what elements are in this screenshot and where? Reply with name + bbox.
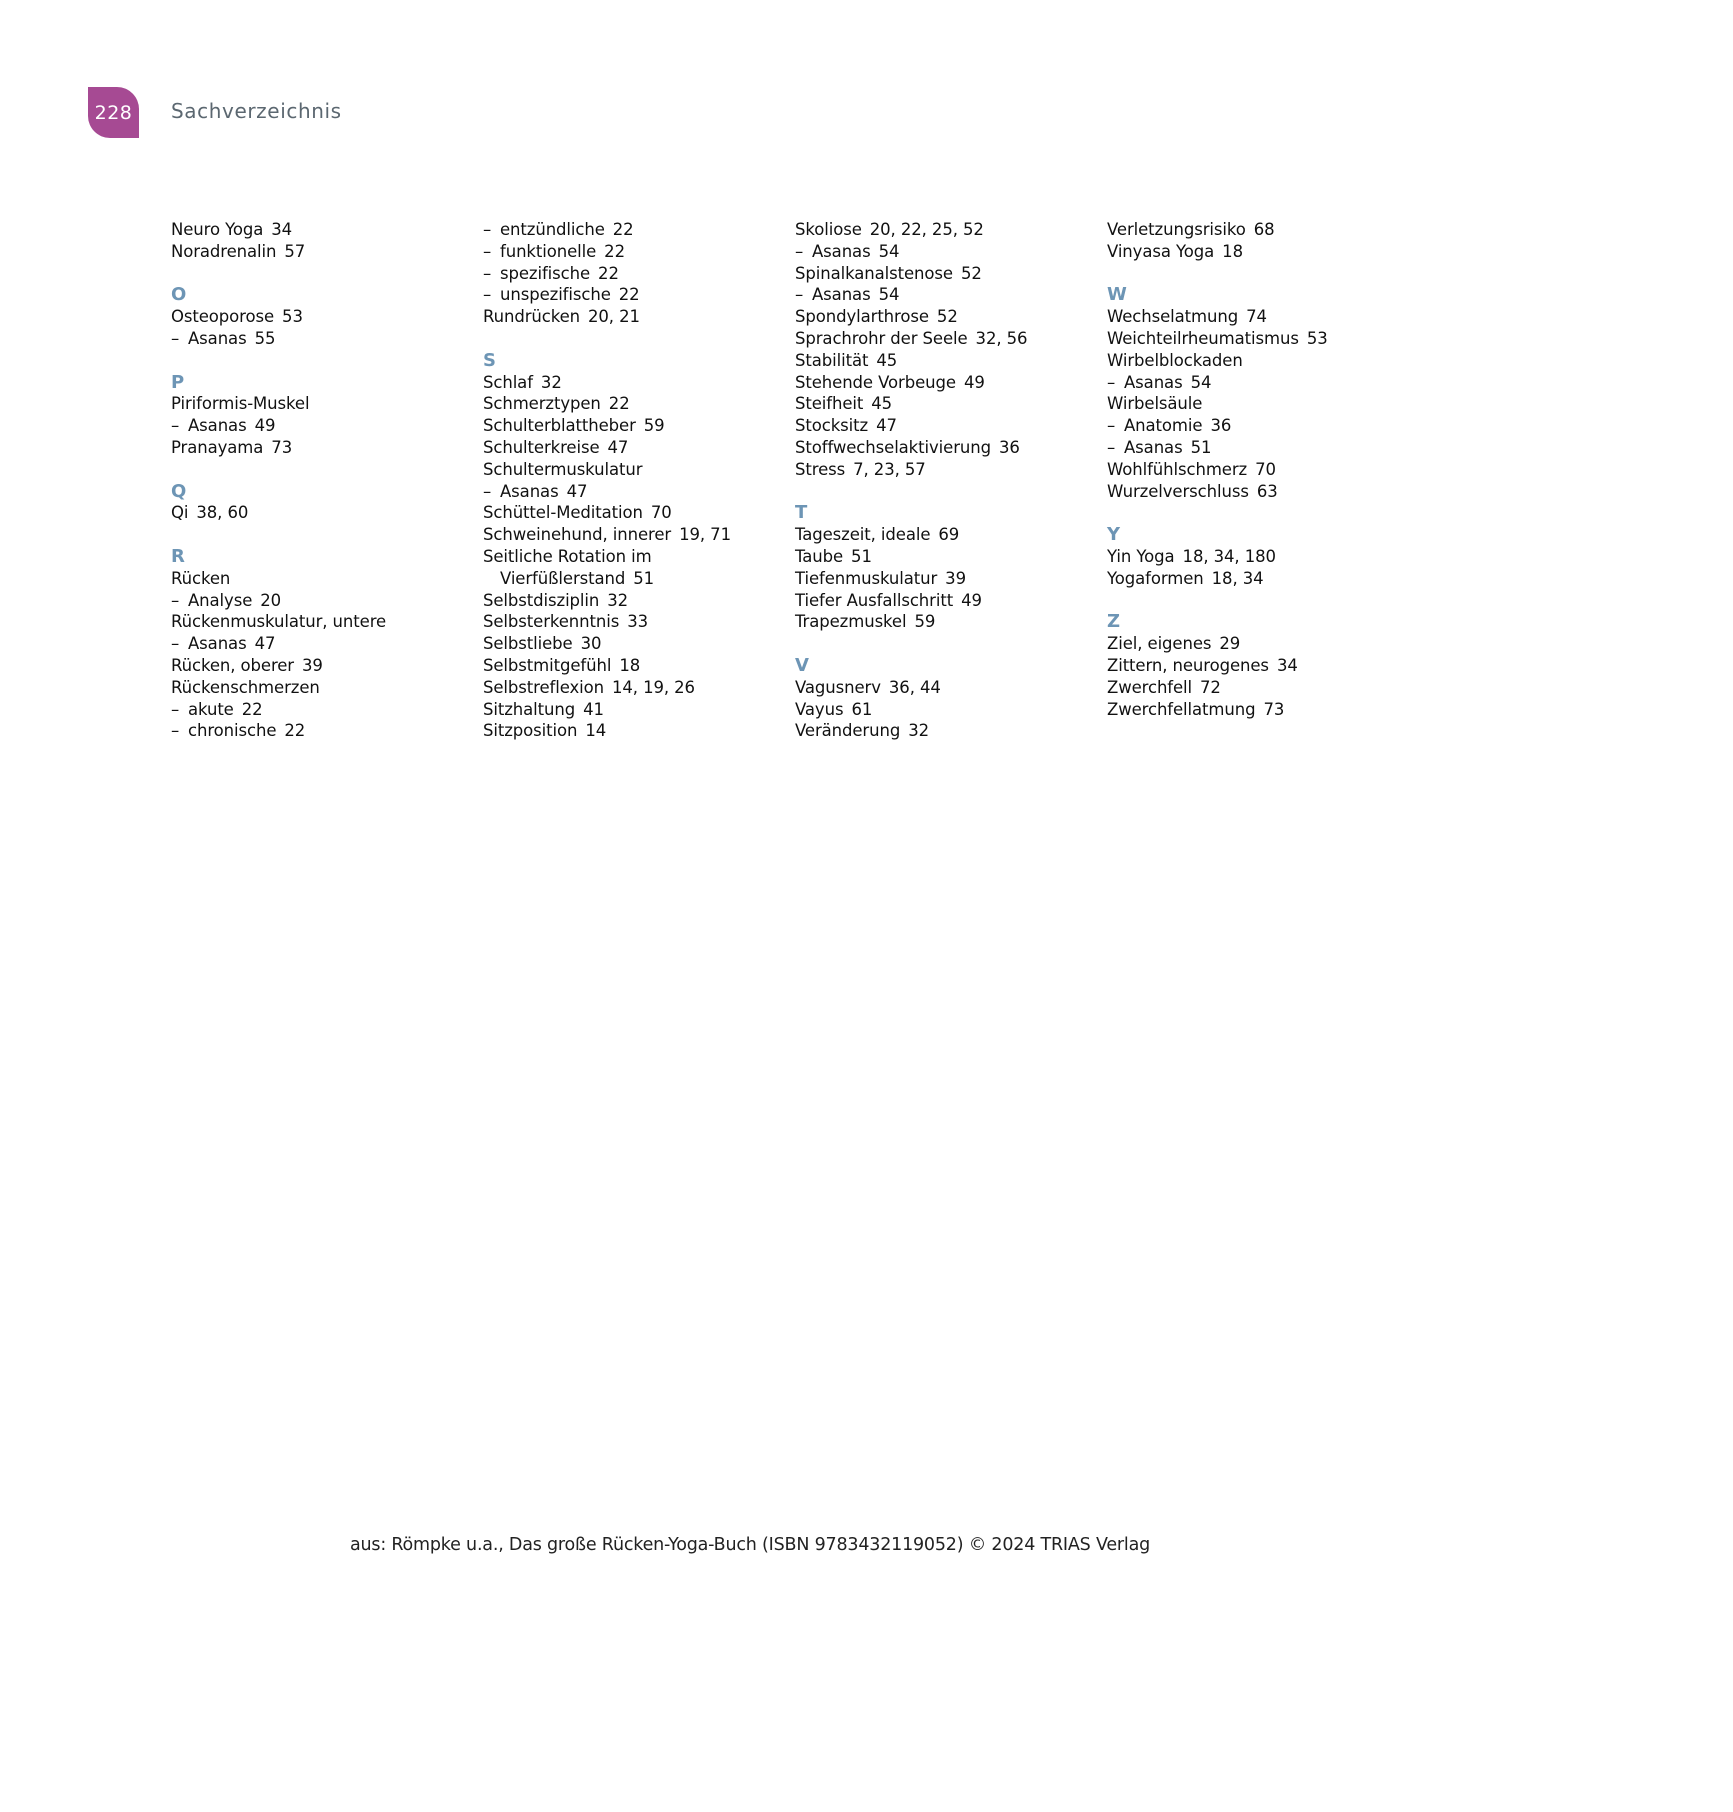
index-entry <box>483 502 795 524</box>
section-letter: Q <box>171 480 187 502</box>
subentry-dash: – <box>1107 437 1116 457</box>
index-entry <box>171 437 483 459</box>
index-column-2 <box>483 219 795 742</box>
page-references: 18, 34, 180 <box>1182 546 1276 566</box>
index-entry <box>483 633 795 655</box>
index-subentry <box>483 481 795 503</box>
footer-citation: aus: Römpke u.a., Das große Rücken-Yoga-Buch (ISBN 9783432119052) © 2024 TRIAS Verlag <box>349 1535 1151 1555</box>
index-entry <box>795 524 1107 546</box>
index-term: Tageszeit, ideale <box>795 525 931 545</box>
index-subentry <box>171 590 483 612</box>
index-subentry <box>171 699 483 721</box>
index-term: Schlaf <box>483 372 533 392</box>
subentry-dash: – <box>483 220 492 239</box>
index-entry <box>483 524 795 546</box>
page-references: 63 <box>1256 481 1278 501</box>
page-references: 45 <box>871 394 893 414</box>
page-references: 22 <box>608 394 630 414</box>
page-references: 49 <box>961 590 982 610</box>
subentry-dash: – <box>795 241 804 261</box>
page-references: 57 <box>284 241 306 261</box>
index-entry <box>795 459 1107 481</box>
subentry-dash: – <box>171 328 180 348</box>
index-term: Rückenmuskulatur, untere <box>171 612 387 632</box>
index-term: Wirbelsäule <box>1107 394 1203 414</box>
index-term: Vagusnerv <box>795 677 881 697</box>
page-references: 59 <box>643 416 665 436</box>
index-entry <box>1107 241 1419 263</box>
index-term: Steifheit <box>795 394 864 414</box>
page-references: 51 <box>851 546 872 566</box>
page-number-badge <box>88 87 139 138</box>
index-entry <box>483 655 795 677</box>
page-references: 20, 21 <box>588 307 640 327</box>
index-term: Schulterblattheber <box>483 416 636 436</box>
index-term: Selbsterkenntnis <box>483 612 620 632</box>
index-term: Trapezmuskel <box>795 612 907 632</box>
index-entry <box>483 699 795 721</box>
index-entry <box>483 568 795 590</box>
index-entry <box>171 677 483 699</box>
page-references: 22 <box>284 721 306 741</box>
page-references: 45 <box>876 350 898 370</box>
index-term: Asanas <box>1124 437 1183 457</box>
page-title: Sachverzeichnis <box>171 99 342 123</box>
page-references: 22 <box>604 241 625 261</box>
index-term: Zwerchfell <box>1107 677 1193 697</box>
index-subentry <box>795 284 1107 306</box>
index-term: Selbstmitgefühl <box>483 655 612 675</box>
index-term: Rundrücken <box>483 307 581 327</box>
index-term: spezifische <box>500 263 591 283</box>
subentry-dash: – <box>795 285 804 305</box>
index-term: Veränderung <box>795 721 901 741</box>
subentry-dash: – <box>171 590 180 610</box>
page-references: 22 <box>598 263 619 283</box>
index-term: Wirbelblockaden <box>1107 350 1243 370</box>
subentry-dash: – <box>1107 372 1116 392</box>
page-references: 59 <box>914 612 936 632</box>
index-term: Tiefenmuskulatur <box>795 568 938 588</box>
index-entry <box>1107 219 1419 241</box>
index-term: Zwerchfellatmung <box>1107 699 1256 719</box>
index-term: Stress <box>795 459 846 479</box>
page-references: 20 <box>260 590 282 610</box>
index-term: Spinalkanalstenose <box>795 263 953 283</box>
page-references: 53 <box>282 307 303 327</box>
index-term: Stehende Vorbeuge <box>795 372 956 392</box>
index-entry <box>795 219 1107 241</box>
page-references: 70 <box>1255 459 1276 479</box>
page-references: 32 <box>607 590 629 610</box>
index-subentry <box>483 263 795 285</box>
page-references: 14, 19, 26 <box>611 677 695 697</box>
page-references: 39 <box>945 568 966 588</box>
page-references: 51 <box>633 568 655 588</box>
page-references: 33 <box>627 612 649 632</box>
index-term: Asanas <box>500 481 559 501</box>
index-term: Schultermuskulatur <box>483 459 643 479</box>
index-entry <box>795 263 1107 285</box>
index-term: Selbstdisziplin <box>483 590 600 610</box>
index-entry <box>795 437 1107 459</box>
page-references: 68 <box>1253 220 1275 239</box>
index-columns <box>171 219 1421 742</box>
index-entry <box>795 393 1107 415</box>
subentry-dash: – <box>483 263 492 283</box>
index-subentry <box>171 415 483 437</box>
page-references: 72 <box>1200 677 1221 697</box>
index-term: Verletzungsrisiko <box>1107 220 1246 239</box>
index-term: Taube <box>795 546 844 566</box>
page-references: 7, 23, 57 <box>853 459 926 479</box>
index-term: Neuro Yoga <box>171 220 264 239</box>
index-subentry <box>1107 372 1419 394</box>
page-references: 19, 71 <box>679 525 731 545</box>
index-term: Tiefer Ausfallschritt <box>795 590 954 610</box>
page-references: 32, 56 <box>975 328 1028 348</box>
subentry-dash: – <box>171 721 180 741</box>
section-letter: Y <box>1107 524 1121 546</box>
page-references: 52 <box>936 307 958 327</box>
index-entry <box>171 655 483 677</box>
index-entry <box>1107 546 1419 568</box>
page-references: 34 <box>271 220 293 239</box>
index-entry <box>795 350 1107 372</box>
index-term: Stoffwechselaktivierung <box>795 437 991 457</box>
index-entry <box>171 241 483 263</box>
page-references: 55 <box>254 328 276 348</box>
index-entry <box>483 611 795 633</box>
index-entry <box>483 372 795 394</box>
index-term: Ziel, eigenes <box>1107 634 1212 654</box>
index-term: Pranayama <box>171 437 264 457</box>
index-subentry <box>1107 415 1419 437</box>
index-column-1 <box>171 219 483 742</box>
index-term: akute <box>188 699 234 719</box>
index-entry <box>1107 328 1419 350</box>
subentry-dash: – <box>1107 416 1116 436</box>
index-term: Wechselatmung <box>1107 307 1239 327</box>
page-references: 34 <box>1276 655 1298 675</box>
index-term: Asanas <box>188 416 247 436</box>
page-references: 54 <box>878 241 900 261</box>
section-letter: T <box>795 502 808 524</box>
index-term: Seitliche Rotation im <box>483 546 652 566</box>
index-term: Asanas <box>1124 372 1183 392</box>
index-term: Yin Yoga <box>1107 546 1175 566</box>
section-letter: R <box>171 545 185 567</box>
index-term: Wurzelverschluss <box>1107 481 1249 501</box>
index-term: Stocksitz <box>795 416 869 436</box>
index-term: Asanas <box>188 634 247 654</box>
index-subentry <box>171 633 483 655</box>
index-column-4 <box>1107 219 1419 742</box>
index-column-3 <box>795 219 1107 742</box>
page-references: 18, 34 <box>1211 568 1264 588</box>
page-references: 73 <box>271 437 293 457</box>
page-references: 22 <box>241 699 263 719</box>
page-references: 47 <box>254 634 276 654</box>
index-entry <box>483 393 795 415</box>
index-term: Analyse <box>188 590 253 610</box>
index-subentry <box>483 241 795 263</box>
index-term: Selbstreflexion <box>483 677 604 697</box>
subentry-dash: – <box>483 241 492 261</box>
index-entry <box>171 502 483 524</box>
index-entry <box>795 568 1107 590</box>
index-subentry <box>483 284 795 306</box>
section-letter: S <box>483 349 496 371</box>
index-term: Sprachrohr der Seele <box>795 328 968 348</box>
index-term: Sitzhaltung <box>483 699 576 719</box>
index-term: Stabilität <box>795 350 869 370</box>
index-entry <box>171 568 483 590</box>
page-references: 73 <box>1263 699 1285 719</box>
section-letter: P <box>171 371 185 393</box>
page-references: 38, 60 <box>196 503 249 523</box>
index-term: Rücken <box>171 568 231 588</box>
page-references: 32 <box>908 721 930 741</box>
index-entry <box>795 546 1107 568</box>
page-references: 47 <box>607 437 629 457</box>
page-references: 18 <box>1222 241 1243 261</box>
page-references: 32 <box>540 372 562 392</box>
index-entry <box>171 393 483 415</box>
index-term: Schmerztypen <box>483 394 601 414</box>
index-entry <box>795 328 1107 350</box>
page-references: 18 <box>619 655 641 675</box>
index-entry <box>795 699 1107 721</box>
index-term: Asanas <box>812 241 871 261</box>
section-letter: O <box>171 284 187 306</box>
page-references: 70 <box>650 503 672 523</box>
index-entry <box>483 437 795 459</box>
index-subentry <box>1107 437 1419 459</box>
page-references: 47 <box>566 481 588 501</box>
index-term: Osteoporose <box>171 307 275 327</box>
index-entry <box>483 415 795 437</box>
page-references: 41 <box>583 699 604 719</box>
index-term: Noradrenalin <box>171 241 277 261</box>
index-term: Vierfüßlerstand <box>500 568 626 588</box>
index-subentry <box>171 720 483 742</box>
index-subentry <box>795 241 1107 263</box>
subentry-dash: – <box>483 285 492 305</box>
index-term: Zittern, neurogenes <box>1107 655 1269 675</box>
index-entry <box>1107 459 1419 481</box>
index-entry <box>1107 350 1419 372</box>
index-term: Vayus <box>795 699 844 719</box>
index-term: Weichteilrheumatismus <box>1107 328 1299 348</box>
index-entry <box>1107 393 1419 415</box>
page-references: 49 <box>963 372 985 392</box>
page-references: 47 <box>876 416 897 436</box>
page-references: 49 <box>254 416 276 436</box>
section-letter: V <box>795 654 809 676</box>
page-references: 53 <box>1306 328 1328 348</box>
index-term: entzündliche <box>500 220 605 239</box>
index-subentry <box>483 219 795 241</box>
index-term: Anatomie <box>1124 416 1203 436</box>
index-term: Rückenschmerzen <box>171 677 320 697</box>
index-entry <box>1107 677 1419 699</box>
index-entry <box>483 677 795 699</box>
index-term: Yogaformen <box>1107 568 1204 588</box>
index-entry <box>795 611 1107 633</box>
page-references: 36 <box>1210 416 1232 436</box>
index-entry <box>1107 699 1419 721</box>
subentry-dash: – <box>171 416 180 436</box>
index-entry <box>171 611 483 633</box>
subentry-dash: – <box>483 481 492 501</box>
index-term: Selbstliebe <box>483 634 573 654</box>
index-term: Schulterkreise <box>483 437 600 457</box>
page-references: 22 <box>612 220 634 239</box>
page-references: 22 <box>618 285 640 305</box>
page-references: 69 <box>938 525 960 545</box>
index-term: Piriformis-Muskel <box>171 394 310 414</box>
index-entry <box>795 677 1107 699</box>
index-entry <box>1107 655 1419 677</box>
index-term: Qi <box>171 503 189 523</box>
page-number: 228 <box>94 101 133 124</box>
index-entry <box>483 546 795 568</box>
index-entry <box>483 590 795 612</box>
page-references: 74 <box>1246 307 1267 327</box>
index-term: chronische <box>188 721 277 741</box>
index-entry <box>483 459 795 481</box>
index-entry <box>1107 633 1419 655</box>
subentry-dash: – <box>171 634 180 654</box>
page-references: 51 <box>1190 437 1212 457</box>
index-term: Schweinehund, innerer <box>483 525 672 545</box>
index-entry <box>1107 481 1419 503</box>
index-term: Sitzposition <box>483 721 578 741</box>
index-entry <box>1107 568 1419 590</box>
section-letter: W <box>1107 284 1127 306</box>
index-term: Vinyasa Yoga <box>1107 241 1215 261</box>
index-term: Spondylarthrose <box>795 307 929 327</box>
index-entry <box>171 219 483 241</box>
page-references: 36, 44 <box>888 677 941 697</box>
page-references: 52 <box>960 263 982 283</box>
index-term: Wohlfühlschmerz <box>1107 459 1248 479</box>
index-entry <box>483 306 795 328</box>
index-subentry <box>171 328 483 350</box>
index-term: Skoliose <box>795 220 862 239</box>
page-references: 30 <box>580 634 602 654</box>
index-term: Schüttel-Meditation <box>483 503 643 523</box>
page-references: 61 <box>851 699 873 719</box>
index-entry <box>795 415 1107 437</box>
page-references: 54 <box>1190 372 1212 392</box>
subentry-dash: – <box>171 699 180 719</box>
page-references: 14 <box>585 721 607 741</box>
page-references: 36 <box>998 437 1020 457</box>
index-term: unspezifische <box>500 285 611 305</box>
page-references: 54 <box>878 285 900 305</box>
section-letter: Z <box>1107 611 1121 633</box>
index-entry <box>171 306 483 328</box>
index-entry <box>795 590 1107 612</box>
index-term: Asanas <box>188 328 247 348</box>
index-entry <box>1107 306 1419 328</box>
index-entry <box>795 720 1107 742</box>
index-term: funktionelle <box>500 241 597 261</box>
index-entry <box>795 306 1107 328</box>
index-term: Asanas <box>812 285 871 305</box>
page-references: 39 <box>302 655 323 675</box>
page-references: 29 <box>1219 634 1241 654</box>
index-term: Rücken, oberer <box>171 655 294 675</box>
page-references: 20, 22, 25, 52 <box>869 220 984 239</box>
index-entry <box>795 372 1107 394</box>
index-entry <box>483 720 795 742</box>
